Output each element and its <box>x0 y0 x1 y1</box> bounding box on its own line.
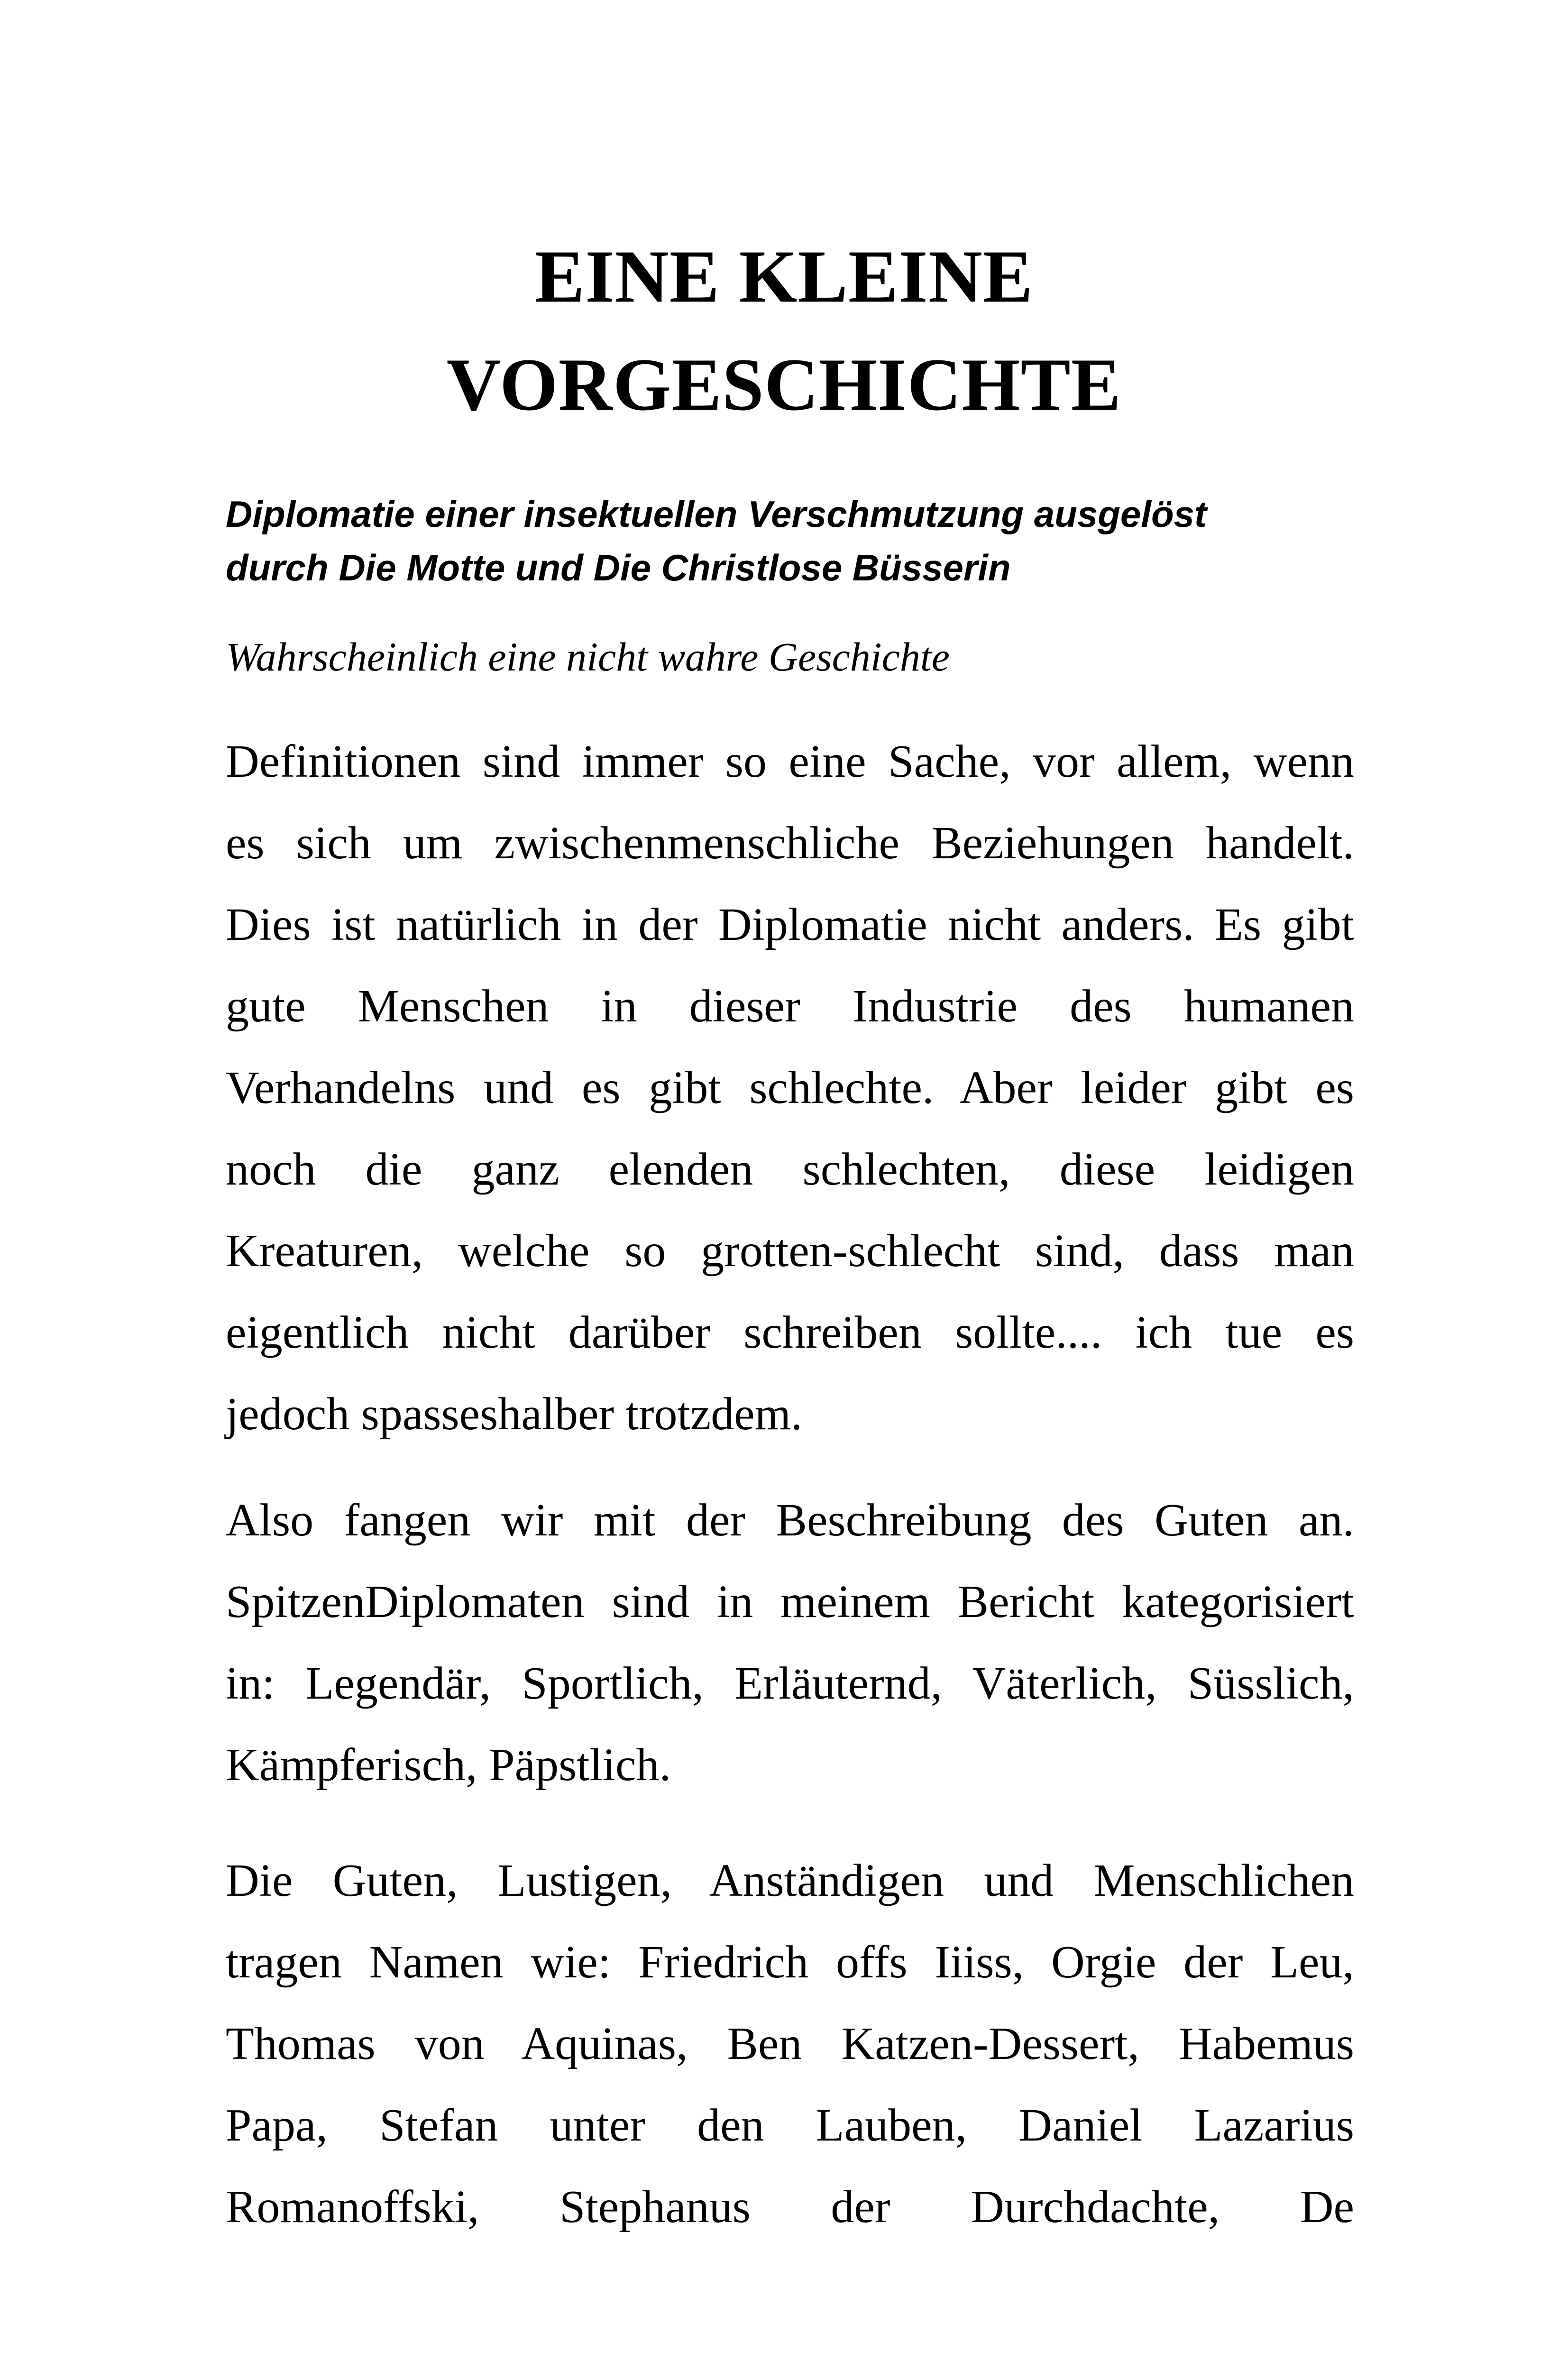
text-line: eigentlich nicht darüber schreiben sollte.... ich tue es <box>226 1307 1354 1358</box>
chapter-title <box>0 223 1568 439</box>
paragraph-1 <box>226 721 1354 1455</box>
text-line: Kämpferisch, Päpstlich. <box>226 1739 671 1791</box>
text-line: Papa, Stefan unter den Lauben, Daniel Lazarius <box>226 2100 1354 2151</box>
text-line: Kreaturen, welche so grotten-schlecht sind, dass man <box>226 1225 1354 1277</box>
chapter-subtitle <box>226 487 1354 595</box>
text-line: jedoch spasseshalber trotzdem. <box>226 1388 803 1440</box>
text-line: gute Menschen in dieser Industrie des humanen <box>226 981 1354 1032</box>
text-line: noch die ganz elenden schlechten, diese leidigen <box>226 1144 1354 1195</box>
paragraph-2 <box>226 1480 1354 1806</box>
text-line: Dies ist natürlich in der Diplomatie nicht anders. Es gibt <box>226 899 1354 950</box>
text-line: in: Legendär, Sportlich, Erläuternd, Väterlich, Süsslich, <box>226 1658 1354 1709</box>
text-line: Thomas von Aquinas, Ben Katzen-Dessert, Habemus <box>226 2018 1354 2069</box>
text-line: Romanoffski, Stephanus der Durchdachte, De <box>226 2181 1354 2233</box>
chapter-subtitle-line-2: durch Die Motte und Die Christlose Büsserin <box>226 547 1011 588</box>
text-line: es sich um zwischenmenschliche Beziehungen handelt. <box>226 818 1354 869</box>
chapter-title-line-2: VORGESCHICHTE <box>446 343 1122 426</box>
chapter-tagline: Wahrscheinlich eine nicht wahre Geschichte <box>226 634 950 680</box>
text-line: Die Guten, Lustigen, Anständigen und Menschlichen <box>226 1855 1354 1906</box>
text-line: SpitzenDiplomaten sind in meinem Bericht kategorisiert <box>226 1576 1354 1627</box>
text-line: Verhandelns und es gibt schlechte. Aber leider gibt es <box>226 1062 1354 1113</box>
text-line: tragen Namen wie: Friedrich offs Iiiss, Orgie der Leu, <box>226 1937 1354 1988</box>
text-line: Definitionen sind immer so eine Sache, vor allem, wenn <box>226 736 1354 787</box>
paragraph-3 <box>226 1840 1354 2248</box>
text-line: Also fangen wir mit der Beschreibung des Guten an. <box>226 1495 1354 1546</box>
chapter-title-line-1: EINE KLEINE <box>534 235 1034 318</box>
chapter-subtitle-line-1: Diplomatie einer insektuellen Verschmutzung ausgelöst <box>226 493 1207 535</box>
